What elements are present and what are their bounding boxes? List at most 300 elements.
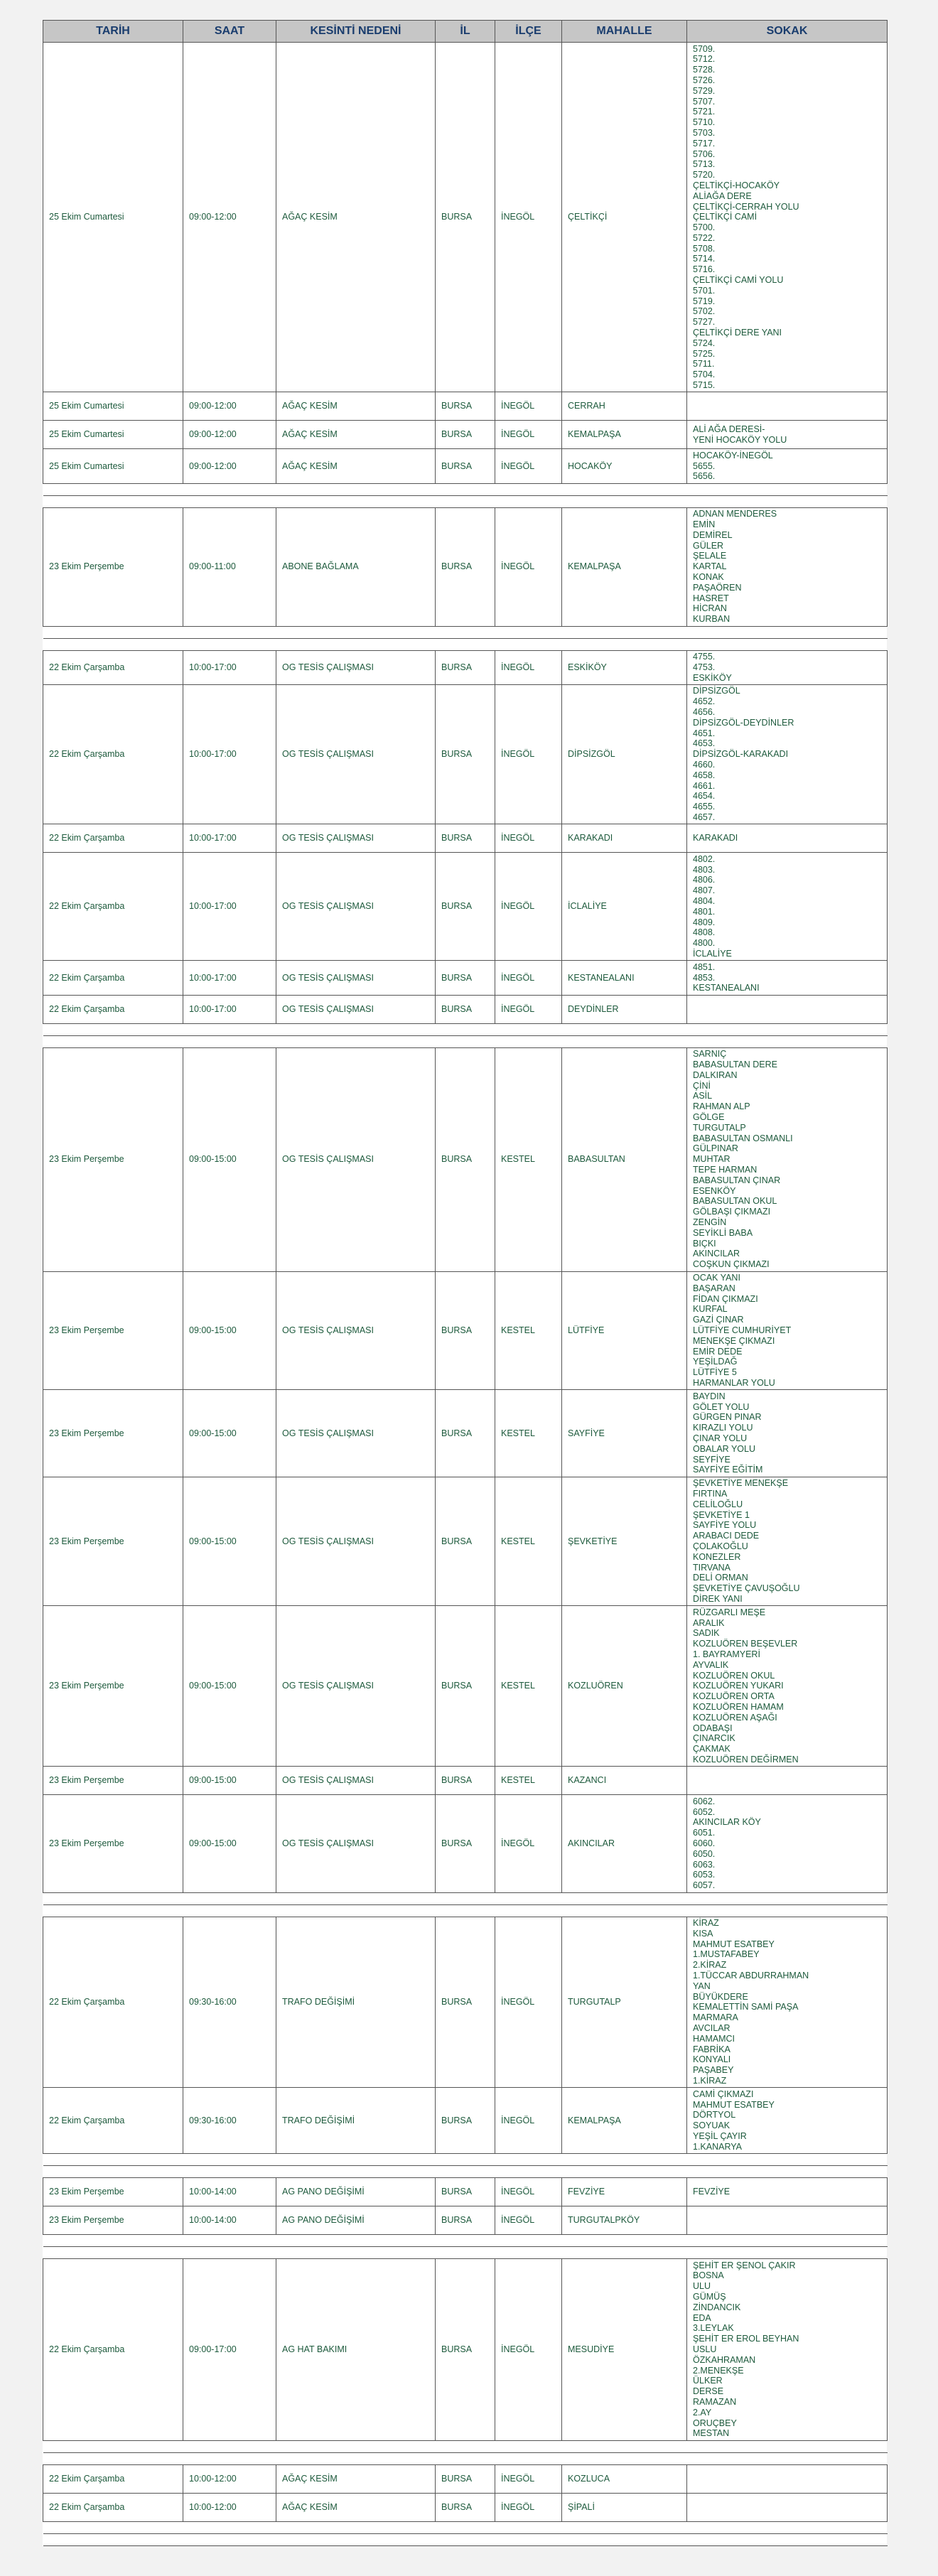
cell-mahalle: KARAKADI [562, 824, 687, 853]
spacer-cell [43, 626, 888, 638]
cell-tarih: 23 Ekim Perşembe [43, 1606, 183, 1767]
sokak-line: 5701. [693, 285, 716, 296]
cell-il: BURSA [436, 449, 495, 483]
cell-tarih: 22 Ekim Çarşamba [43, 2493, 183, 2521]
spacer-cell [43, 1892, 888, 1904]
cell-tarih: 25 Ekim Cumartesi [43, 43, 183, 392]
sokak-line: SARNIÇ [693, 1049, 727, 1060]
cell-saat: 09:00-12:00 [183, 43, 276, 392]
sokak-line: GÜLER [693, 540, 724, 551]
cell-il: BURSA [436, 995, 495, 1023]
sokak-line: MESTAN [693, 2428, 730, 2439]
sokak-line: 1.MUSTAFABEY [693, 1949, 760, 1960]
cell-kesinti-nedeni: AĞAÇ KESİM [276, 2493, 436, 2521]
cell-sokak [687, 824, 888, 853]
sokak-line: TURGUTALP [693, 1122, 746, 1133]
cell-kesinti-nedeni: ABONE BAĞLAMA [276, 507, 436, 626]
cell-mahalle: ESKİKÖY [562, 650, 687, 684]
sokak-line: LÜTFİYE 5 [693, 1367, 737, 1378]
sokak-line: DELİ ORMAN [693, 1573, 748, 1583]
sokak-line: KONYALI [693, 2054, 731, 2065]
group-spacer [43, 2235, 888, 2247]
sokak-line: KISA [693, 1928, 713, 1939]
cell-mahalle: FEVZİYE [562, 2178, 687, 2206]
cell-sokak [687, 1795, 888, 1892]
sokak-line: 6060. [693, 1838, 716, 1849]
sokak-line: ÇİNİ [693, 1080, 711, 1091]
cell-ilce: İNEGÖL [495, 449, 562, 483]
cell-mahalle: KOZLUÖREN [562, 1606, 687, 1767]
table-row [43, 2493, 888, 2521]
cell-saat: 10:00-12:00 [183, 2493, 276, 2521]
cell-kesinti-nedeni: OG TESİS ÇALIŞMASI [276, 853, 436, 961]
cell-tarih: 22 Ekim Çarşamba [43, 995, 183, 1023]
cell-kesinti-nedeni: TRAFO DEĞİŞİMİ [276, 1917, 436, 2088]
cell-ilce: İNEGÖL [495, 43, 562, 392]
sokak-line: EMİR DEDE [693, 1346, 743, 1357]
group-spacer [43, 2533, 888, 2545]
sokak-line: GÖLET YOLU [693, 1401, 750, 1412]
header-saat: SAAT [183, 21, 276, 43]
cell-ilce: İNEGÖL [495, 1795, 562, 1892]
spacer-cell [43, 2440, 888, 2452]
cell-tarih: 23 Ekim Perşembe [43, 2206, 183, 2235]
sokak-line: ADNAN MENDERES [693, 509, 777, 519]
cell-il: BURSA [436, 853, 495, 961]
sokak-line: MENEKŞE ÇIKMAZI [693, 1335, 775, 1346]
sokak-line: 4654. [693, 791, 716, 802]
sokak-line: 5724. [693, 338, 716, 348]
cell-tarih: 23 Ekim Perşembe [43, 1477, 183, 1606]
sokak-line: KURFAL [693, 1304, 728, 1315]
sokak-line: HİCRAN [693, 603, 727, 614]
sokak-line: TEPE HARMAN [693, 1165, 758, 1175]
table-row [43, 995, 888, 1023]
sokak-line: ÜLKER [693, 2376, 723, 2386]
cell-mahalle: DEYDİNLER [562, 995, 687, 1023]
sokak-line: AKINCILAR KÖY [693, 1817, 761, 1828]
sokak-line: BABASULTAN DERE [693, 1060, 778, 1070]
cell-ilce: KESTEL [495, 1477, 562, 1606]
sokak-line: ARABACI DEDE [693, 1531, 760, 1541]
cell-sokak [687, 1390, 888, 1477]
cell-saat: 10:00-17:00 [183, 650, 276, 684]
sokak-line: 5722. [693, 232, 716, 243]
cell-mahalle: MESUDİYE [562, 2259, 687, 2441]
sokak-line: GAZİ ÇINAR [693, 1315, 744, 1325]
cell-ilce: İNEGÖL [495, 853, 562, 961]
sokak-line: 5717. [693, 138, 716, 149]
table-row [43, 1767, 888, 1795]
cell-mahalle: DİPSİZGÖL [562, 684, 687, 824]
spacer-cell [43, 1035, 888, 1047]
cell-tarih: 22 Ekim Çarşamba [43, 2464, 183, 2493]
cell-sokak [687, 421, 888, 449]
cell-il: BURSA [436, 1390, 495, 1477]
table-row [43, 2259, 888, 2441]
table-row [43, 961, 888, 995]
sokak-line: DERSE [693, 2386, 724, 2397]
header-il: İL [436, 21, 495, 43]
sokak-line: ÇELTİKÇİ CAMİ YOLU [693, 275, 784, 286]
cell-ilce: İNEGÖL [495, 2088, 562, 2154]
sokak-line: 4653. [693, 738, 716, 749]
sokak-line: KOZLUÖREN OKUL [693, 1670, 775, 1681]
cell-ilce: İNEGÖL [495, 824, 562, 853]
cell-mahalle: CERRAH [562, 392, 687, 421]
cell-ilce: KESTEL [495, 1047, 562, 1271]
sokak-line: 6057. [693, 1880, 716, 1891]
sokak-line: SOYUAK [693, 2120, 731, 2131]
table-row [43, 392, 888, 421]
sokak-line: PAŞABEY [693, 2065, 734, 2076]
sokak-line: HOCAKÖY-İNEGÖL [693, 450, 773, 460]
sokak-line: YAN [693, 1980, 711, 1991]
sokak-line: FEVZİYE [693, 2187, 731, 2197]
table-row [43, 2088, 888, 2154]
sokak-line: 4804. [693, 896, 716, 907]
group-spacer [43, 626, 888, 638]
group-spacer [43, 2452, 888, 2464]
sokak-line: ŞEHİT ER EROL BEYHAN [693, 2334, 799, 2344]
cell-saat: 09:30-16:00 [183, 2088, 276, 2154]
sokak-line: OCAK YANI [693, 1273, 740, 1283]
cell-il: BURSA [436, 507, 495, 626]
cell-mahalle: İCLALİYE [562, 853, 687, 961]
sokak-line: 4806. [693, 875, 716, 885]
table-row [43, 2178, 888, 2206]
table-row [43, 853, 888, 961]
cell-il: BURSA [436, 1767, 495, 1795]
sokak-line: 4652. [693, 696, 716, 707]
sokak-line: BAYDIN [693, 1391, 726, 1401]
cell-saat: 10:00-17:00 [183, 853, 276, 961]
sokak-line: YEŞİLDAĞ [693, 1357, 738, 1367]
cell-mahalle: SAYFİYE [562, 1390, 687, 1477]
spacer-cell [43, 2247, 888, 2259]
sokak-line: HARMANLAR YOLU [693, 1378, 775, 1389]
cell-mahalle: ÇELTİKÇİ [562, 43, 687, 392]
cell-kesinti-nedeni: OG TESİS ÇALIŞMASI [276, 650, 436, 684]
sokak-line: 1.KİRAZ [693, 2075, 727, 2086]
cell-ilce: İNEGÖL [495, 2493, 562, 2521]
sokak-line: AKINCILAR [693, 1249, 740, 1259]
sokak-line: 2.MENEKŞE [693, 2365, 744, 2376]
sokak-line: MUHTAR [693, 1154, 731, 1165]
sokak-line: PAŞAÖREN [693, 582, 742, 593]
cell-mahalle: KOZLUCA [562, 2464, 687, 2493]
sokak-line: ZENGİN [693, 1217, 727, 1228]
cell-saat: 10:00-17:00 [183, 824, 276, 853]
sokak-line: 4660. [693, 760, 716, 770]
sokak-line: 4755. [693, 652, 716, 662]
group-spacer [43, 495, 888, 507]
cell-ilce: KESTEL [495, 1606, 562, 1767]
sokak-line: 4658. [693, 770, 716, 780]
sokak-line: SEYİKLİ BABA [693, 1227, 753, 1238]
sokak-line: 4802. [693, 853, 716, 864]
sokak-line: FABRİKA [693, 2044, 731, 2054]
sokak-line: İCLALİYE [693, 949, 732, 959]
sokak-line: LÜTFİYE CUMHURİYET [693, 1325, 792, 1336]
table-row [43, 824, 888, 853]
sokak-line: ÇELTİKÇİ CAMİ [693, 212, 758, 222]
cell-ilce: İNEGÖL [495, 1917, 562, 2088]
table-row [43, 507, 888, 626]
sokak-line: AVCILAR [693, 2023, 731, 2033]
cell-tarih: 23 Ekim Perşembe [43, 1390, 183, 1477]
group-spacer [43, 2440, 888, 2452]
sokak-line: 2.AY [693, 2407, 712, 2418]
cell-tarih: 23 Ekim Perşembe [43, 1795, 183, 1892]
sokak-line: 4803. [693, 864, 716, 875]
cell-saat: 10:00-14:00 [183, 2206, 276, 2235]
sokak-line: DİPSİZGÖL-KARAKADI [693, 749, 789, 760]
table-row [43, 2206, 888, 2235]
sokak-line: 5729. [693, 85, 716, 96]
sokak-line: 6063. [693, 1859, 716, 1870]
table-row [43, 1047, 888, 1271]
cell-tarih: 22 Ekim Çarşamba [43, 2259, 183, 2441]
cell-ilce: İNEGÖL [495, 995, 562, 1023]
sokak-line: 4807. [693, 885, 716, 896]
sokak-line: KIRAZLI YOLU [693, 1423, 753, 1433]
sokak-line: 5714. [693, 254, 716, 264]
sokak-line: OBALAR YOLU [693, 1443, 756, 1454]
sokak-line: KOZLUÖREN HAMAM [693, 1702, 784, 1713]
sokak-line: 1.KANARYA [693, 2141, 743, 2152]
sokak-line: DALKIRAN [693, 1069, 738, 1080]
sokak-line: 6050. [693, 1848, 716, 1859]
sokak-line: 4651. [693, 728, 716, 738]
table-row [43, 1917, 888, 2088]
cell-tarih: 25 Ekim Cumartesi [43, 449, 183, 483]
cell-il: BURSA [436, 1917, 495, 2088]
cell-kesinti-nedeni: AĞAÇ KESİM [276, 421, 436, 449]
sokak-line: YEŞİL ÇAYIR [693, 2131, 747, 2141]
sokak-line: 6053. [693, 1870, 716, 1880]
spacer-cell [43, 2235, 888, 2247]
cell-mahalle: LÜTFİYE [562, 1271, 687, 1390]
sokak-line: 5709. [693, 43, 716, 54]
sokak-line: ASİL [693, 1091, 713, 1101]
sokak-line: ÇELTİKÇİ-HOCAKÖY [693, 180, 780, 190]
cell-sokak [687, 853, 888, 961]
cell-il: BURSA [436, 2493, 495, 2521]
cell-kesinti-nedeni: OG TESİS ÇALIŞMASI [276, 1606, 436, 1767]
cell-tarih: 25 Ekim Cumartesi [43, 421, 183, 449]
group-spacer [43, 483, 888, 495]
cell-il: BURSA [436, 2206, 495, 2235]
cell-sokak [687, 507, 888, 626]
sokak-line: ESENKÖY [693, 1185, 736, 1196]
sokak-line: KARTAL [693, 561, 727, 572]
cell-sokak [687, 961, 888, 995]
cell-ilce: İNEGÖL [495, 684, 562, 824]
outage-table [43, 20, 888, 2546]
cell-mahalle: KEMALPAŞA [562, 421, 687, 449]
sokak-line: 5656. [693, 471, 716, 482]
cell-kesinti-nedeni: OG TESİS ÇALIŞMASI [276, 824, 436, 853]
cell-il: BURSA [436, 421, 495, 449]
sokak-line: 5716. [693, 264, 716, 275]
sokak-line: EMİN [693, 519, 716, 530]
sokak-line: ÇOLAKOĞLU [693, 1541, 748, 1552]
sokak-line: 6051. [693, 1828, 716, 1838]
cell-kesinti-nedeni: AĞAÇ KESİM [276, 2464, 436, 2493]
sokak-line: BIÇKI [693, 1238, 716, 1249]
sokak-line: 5703. [693, 127, 716, 138]
cell-sokak [687, 43, 888, 392]
cell-sokak [687, 1767, 888, 1795]
cell-tarih: 23 Ekim Perşembe [43, 507, 183, 626]
sokak-line: KİRAZ [693, 1918, 719, 1929]
spacer-cell [43, 2521, 888, 2533]
header-kesinti-nedeni: KESİNTİ NEDENİ [276, 21, 436, 43]
sokak-line: GÜRGEN PINAR [693, 1412, 762, 1423]
sokak-line: MAHMUT ESATBEY [693, 2099, 775, 2110]
cell-saat: 09:00-17:00 [183, 2259, 276, 2441]
cell-sokak [687, 650, 888, 684]
spacer-cell [43, 2452, 888, 2464]
cell-kesinti-nedeni: AĞAÇ KESİM [276, 43, 436, 392]
cell-ilce: İNEGÖL [495, 650, 562, 684]
cell-kesinti-nedeni: OG TESİS ÇALIŞMASI [276, 995, 436, 1023]
sokak-line: HAMAMCI [693, 2033, 735, 2044]
sokak-line: 5704. [693, 370, 716, 380]
cell-mahalle: AKINCILAR [562, 1795, 687, 1892]
sokak-line: 5711. [693, 359, 715, 370]
sokak-line: SAYFİYE YOLU [693, 1520, 757, 1531]
sokak-line: 5700. [693, 222, 716, 233]
sokak-line: KONEZLER [693, 1551, 741, 1562]
cell-sokak [687, 995, 888, 1023]
cell-ilce: KESTEL [495, 1390, 562, 1477]
sokak-line: DEMİREL [693, 529, 733, 540]
cell-saat: 10:00-12:00 [183, 2464, 276, 2493]
sokak-line: ŞELALE [693, 551, 727, 561]
cell-ilce: KESTEL [495, 1271, 562, 1390]
sokak-line: 4809. [693, 917, 716, 927]
cell-saat: 09:00-15:00 [183, 1390, 276, 1477]
sokak-line: 5702. [693, 306, 716, 317]
sokak-line: ÇINAR YOLU [693, 1433, 748, 1444]
cell-mahalle: HOCAKÖY [562, 449, 687, 483]
sokak-line: ALİ AĞA DERESİ- [693, 424, 765, 435]
cell-sokak [687, 392, 888, 421]
cell-kesinti-nedeni: AG PANO DEĞİŞİMİ [276, 2178, 436, 2206]
cell-il: BURSA [436, 392, 495, 421]
cell-kesinti-nedeni: OG TESİS ÇALIŞMASI [276, 1795, 436, 1892]
cell-il: BURSA [436, 1477, 495, 1606]
sokak-line: ÇAKMAK [693, 1744, 731, 1755]
sokak-line: COŞKUN ÇIKMAZI [693, 1259, 770, 1270]
spacer-cell [43, 483, 888, 495]
sokak-line: EDA [693, 2312, 711, 2323]
sokak-line: MARMARA [693, 2012, 738, 2023]
cell-ilce: KESTEL [495, 1767, 562, 1795]
cell-kesinti-nedeni: OG TESİS ÇALIŞMASI [276, 1390, 436, 1477]
table-header-row [43, 21, 888, 43]
cell-saat: 09:00-15:00 [183, 1271, 276, 1390]
sokak-line: BABASULTAN ÇINAR [693, 1175, 781, 1185]
cell-saat: 09:00-15:00 [183, 1606, 276, 1767]
cell-kesinti-nedeni: OG TESİS ÇALIŞMASI [276, 1271, 436, 1390]
sokak-line: KONAK [693, 572, 724, 583]
cell-il: BURSA [436, 1795, 495, 1892]
cell-saat: 09:00-15:00 [183, 1047, 276, 1271]
sokak-line: 4801. [693, 906, 716, 917]
cell-sokak [687, 2178, 888, 2206]
cell-mahalle: KEMALPAŞA [562, 2088, 687, 2154]
sokak-line: KOZLUÖREN YUKARI [693, 1681, 784, 1691]
sokak-line: 4851. [693, 961, 716, 972]
sokak-line: 4853. [693, 972, 716, 983]
sokak-line: KOZLUÖREN DEĞİRMEN [693, 1755, 799, 1764]
sokak-line: KOZLUÖREN ORTA [693, 1691, 775, 1702]
cell-mahalle: KESTANEALANI [562, 961, 687, 995]
group-spacer [43, 1035, 888, 1047]
cell-il: BURSA [436, 684, 495, 824]
spacer-cell [43, 2533, 888, 2545]
cell-il: BURSA [436, 961, 495, 995]
sokak-line: 4656. [693, 707, 716, 718]
sokak-line: DÖRTYOL [693, 2110, 736, 2120]
sokak-line: 4753. [693, 662, 716, 672]
cell-kesinti-nedeni: AG HAT BAKIMI [276, 2259, 436, 2441]
group-spacer [43, 1904, 888, 1917]
sokak-line: GÜLPINAR [693, 1143, 738, 1154]
cell-tarih: 22 Ekim Çarşamba [43, 650, 183, 684]
sokak-line: 5715. [693, 380, 716, 391]
sokak-line: BOSNA [693, 2270, 724, 2281]
spacer-cell [43, 1023, 888, 1035]
sokak-line: GÖLBAŞI ÇIKMAZI [693, 1207, 771, 1217]
sokak-line: RAMAZAN [693, 2396, 737, 2407]
sokak-line: BAŞARAN [693, 1283, 735, 1293]
sokak-line: 5719. [693, 296, 716, 306]
header-tarih: TARİH [43, 21, 183, 43]
cell-ilce: İNEGÖL [495, 961, 562, 995]
cell-il: BURSA [436, 1047, 495, 1271]
sokak-line: RÜZGARLI MEŞE [693, 1607, 766, 1617]
sokak-line: 5708. [693, 243, 716, 254]
sokak-line: ALİAĞA DERE [693, 190, 752, 201]
cell-il: BURSA [436, 1606, 495, 1767]
cell-tarih: 23 Ekim Perşembe [43, 2178, 183, 2206]
cell-il: BURSA [436, 650, 495, 684]
cell-tarih: 25 Ekim Cumartesi [43, 392, 183, 421]
table-row [43, 1271, 888, 1390]
spacer-cell [43, 1904, 888, 1917]
table-body [43, 43, 888, 2546]
group-spacer [43, 2166, 888, 2178]
sokak-line: ÖZKAHRAMAN [693, 2354, 756, 2365]
sokak-line: USLU [693, 2344, 717, 2354]
sokak-line: AYVALIK [693, 1659, 729, 1670]
cell-kesinti-nedeni: AĞAÇ KESİM [276, 392, 436, 421]
sokak-line: KEMALETTİN SAMİ PAŞA [693, 2002, 799, 2012]
group-spacer [43, 2521, 888, 2533]
cell-kesinti-nedeni: TRAFO DEĞİŞİMİ [276, 2088, 436, 2154]
sokak-line: ULU [693, 2281, 711, 2292]
sokak-line: BABASULTAN OKUL [693, 1196, 777, 1207]
spacer-cell [43, 638, 888, 650]
sokak-line: ARALIK [693, 1617, 725, 1628]
sokak-line: KESTANEALANI [693, 983, 760, 993]
sokak-line: 5706. [693, 149, 716, 159]
table-row [43, 2464, 888, 2493]
